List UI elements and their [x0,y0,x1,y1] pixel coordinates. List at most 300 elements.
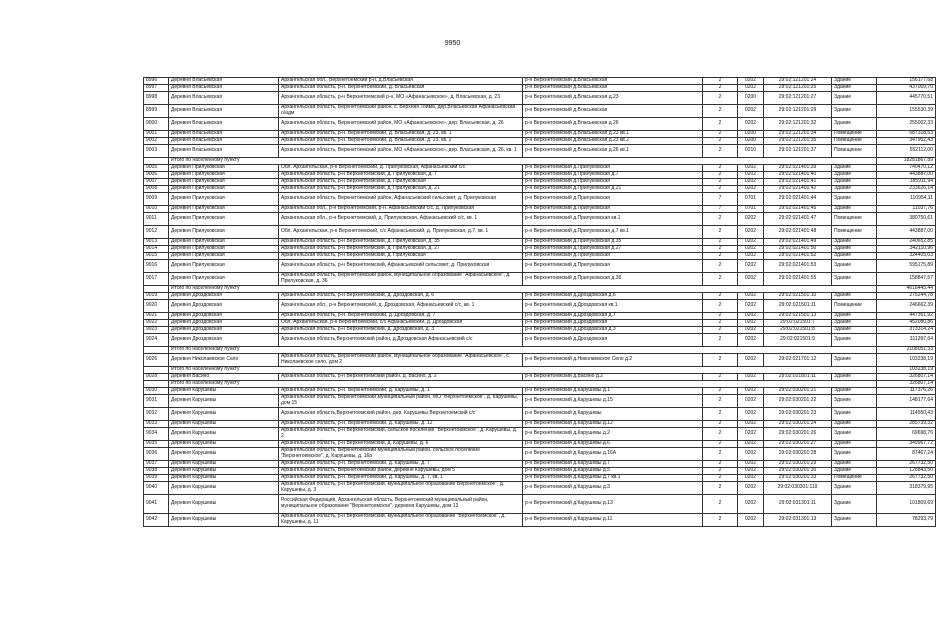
class-cell: 2 [703,320,738,327]
address-cell: Архангельская область, р-н. Верхнетоемский, д. Власьевская, д. 23, кв. 1 [279,131,523,138]
cadastral-number: 29:02:121201:29 [764,105,832,118]
object-type: Здание [832,495,877,514]
cadastral-number: 29:02:021501:9 [764,334,832,347]
value-cell: 87467,24 [877,448,936,461]
class-cell: 2 [703,213,738,226]
table-row [144,193,936,206]
location-cell: р-н Верхнетоемский д.Дроздовская д.3 [523,327,703,334]
settlement-name: Деревня Дроздовская [169,334,279,347]
row-number: 9024 [144,334,169,347]
address-cell: Архангельская область, Верхнетоемский муниципальный район, сельское поселение "Верхнетоемское", д. Карушевы, д. 16а [279,448,523,461]
value-cell: 158847,57 [877,273,936,286]
address-cell: Архангельская область, р-н Верхнетоемский район, д. Васино, д. 2 [279,374,523,381]
row-number: 9006 [144,172,169,179]
address-cell: Архангельская область,Верхнетоемский район, дер. Карушевы Верхнетоемский с/с [279,408,523,421]
code-cell: 0202 [738,300,764,313]
object-type: Здание [832,193,877,206]
address-cell: Архангельская область, Верхнетоемский район, МО «Афанасьевское», дер. Власьевская, д. 26 [279,118,523,131]
class-cell: 2 [703,395,738,408]
value-cell: 233626,14 [877,186,936,193]
row-number [144,347,169,354]
table-row [144,441,936,448]
object-type: Помещение [832,145,877,158]
address-cell: Архангельская область, р-н. Верхнетоемский, д. Карушевы, д. 7, кв. 1 [279,475,523,482]
cadastral-number: 29:02:021401:48 [764,226,832,239]
row-number: 9026 [144,354,169,367]
class-cell: 2 [703,78,738,85]
settlement-name: Деревня Васино [169,374,279,381]
row-number: 9011 [144,213,169,226]
row-number: 9013 [144,239,169,246]
location-cell: р-н Верхнетоемский д.Дроздовская д.7 [523,313,703,320]
settlement-name: Деревня Карушевы [169,482,279,495]
address-cell: Архангельская область, р-н Верхнетоемский, д. Прилуковская, д. 7 [279,172,523,179]
row-number: 9020 [144,300,169,313]
row-number: 8997 [144,85,169,92]
address-cell: Архангельская область, р-н. Верхнетоемский, д. Власьевская [279,85,523,92]
settlement-name: Деревня Прилуковская [169,206,279,213]
row-number: 9001 [144,131,169,138]
class-cell: 2 [703,239,738,246]
object-type: Здание [832,388,877,395]
row-number: 9014 [144,246,169,253]
row-number: 9009 [144,193,169,206]
address-cell: Архангельская обл., р-н Верхнетоемский, д. Прилуковская, Афанасьевский с/с, кв. 1 [279,213,523,226]
settlement-name: Деревня Власьевская [169,92,279,105]
value-cell: 443887,00 [877,172,936,179]
object-type: Здание [832,118,877,131]
location-cell: р-н Верхнетоемский д.Прилуковская д.27 [523,246,703,253]
location-cell: р-н Верхнетоемский д.Карушевы д.11 [523,514,703,527]
row-number: 9035 [144,441,169,448]
class-cell: 2 [703,428,738,441]
object-type: Здание [832,206,877,213]
row-number: 9021 [144,313,169,320]
location-cell: р-н Верхнетоемский д.Прилуковская [523,165,703,172]
cadastral-number: 29:02:021501:8 [764,327,832,334]
subtotal-label: Итого по населенному пункту [169,158,877,165]
cadastral-number: 29:02:030301:119 [764,482,832,495]
value-cell: 148177,64 [877,395,936,408]
class-cell: 2 [703,118,738,131]
settlement-name: Деревня Прилуковская [169,226,279,239]
table-row [144,300,936,313]
address-cell: Обл. Архангельская, р-н Верхнетоемский, с/с Афанасьевский, д. Дроздовская [279,320,523,327]
code-cell: 0202 [738,461,764,468]
location-cell: р-н Верхнетоемский д.Карушевы д.1 [523,388,703,395]
class-cell: 2 [703,448,738,461]
cadastral-number: 29:02:030201:28 [764,448,832,461]
object-type: Здание [832,165,877,172]
class-cell: 2 [703,441,738,448]
value-cell: 373314,24 [877,327,936,334]
subtotal-row [144,347,936,354]
value-cell: 255002,33 [877,118,936,131]
address-cell: Архангельская область, р-н Верхнетоемский, д. Прилуковская [279,179,523,186]
table-row [144,448,936,461]
value-cell: 311397,64 [877,334,936,347]
object-type: Здание [832,395,877,408]
object-type: Помещение [832,226,877,239]
code-cell: 0202 [738,313,764,320]
cadastral-number: 29:02:021501:7 [764,320,832,327]
settlement-name: Деревня Прилуковская [169,273,279,286]
row-number: 9042 [144,514,169,527]
location-cell: р-н Верхнетоемский д.Карушевы д.5 [523,468,703,475]
object-type: Здание [832,273,877,286]
object-type: Здание [832,239,877,246]
address-cell: Архангельская область, р-н Верхнетоемский, сельское поселение "Верхнетоемское", д. Карушевы, д. 2 [279,428,523,441]
value-cell: 324405,03 [877,253,936,260]
address-cell: Архангельская область, р-н. Верхнетоемский, д. Карушевы, д. 12 [279,421,523,428]
class-cell: 2 [703,260,738,273]
class-cell: 2 [703,334,738,347]
cadastral-number: 29:02:030201:29 [764,461,832,468]
location-cell: р-н Верхнетоемский д.Николаевское Село д.2 [523,354,703,367]
settlement-name: Деревня Власьевская [169,118,279,131]
cadastral-number: 29:02:021401:47 [764,213,832,226]
object-type: Здание [832,293,877,300]
subtotal-value: 103238,19 [877,367,936,374]
settlement-name: Деревня Прилуковская [169,193,279,206]
table-row [144,273,936,286]
cadastral-number: 29:02:121201:34 [764,131,832,138]
location-cell: р-н Верхнетоемский д.Прилуковская [523,193,703,206]
value-cell: 342110,96 [877,246,936,253]
class-cell: 2 [703,131,738,138]
settlement-name: Деревня Дроздовская [169,293,279,300]
location-cell: р-н Верхнетоемский д.Карушевы д.7 [523,461,703,468]
address-cell: Архангельская область, р-н Верхнетоемский, д. Прилуковская, д. 35 [279,239,523,246]
object-type: Здание [832,482,877,495]
code-cell: 0202 [738,172,764,179]
settlement-name: Деревня Карушевы [169,475,279,482]
settlement-name: Деревня Дроздовская [169,327,279,334]
cadastral-number: 29:02:031301:13 [764,514,832,527]
value-cell: 687318,53 [877,131,936,138]
class-cell: 2 [703,253,738,260]
location-cell: р-н Верхнетоемский д.Карушевы д.2 [523,428,703,441]
code-cell: 0202 [738,260,764,273]
cadastral-number: 29:02:021501:11 [764,300,832,313]
object-type: Здание [832,327,877,334]
location-cell: р-н Верхнетоемский д.Карушевы д.12 [523,421,703,428]
cadastral-number: 29:02:030201:23 [764,408,832,421]
value-cell: 117376,26 [877,388,936,395]
row-number: 9034 [144,428,169,441]
location-cell: р-н Верхнетоемский д.Карушевы д.3 [523,482,703,495]
property-register-table [143,77,936,527]
code-cell: 0202 [738,514,764,527]
location-cell: р-н Верхнетоемский д.Власьевская [523,85,703,92]
class-cell: 2 [703,165,738,172]
table-row [144,514,936,527]
address-cell: Архангельская область, Верхнетоемский район, деревня Карушевы, дом 5 [279,468,523,475]
cadastral-number: 29:02:021401:41 [764,179,832,186]
table-row [144,186,936,193]
class-cell: 2 [703,92,738,105]
code-cell: 0200 [738,92,764,105]
code-cell: 0202 [738,253,764,260]
row-number: 9012 [144,226,169,239]
location-cell: р-н Верхнетоемский д.Дроздовская [523,334,703,347]
address-cell: Архангельская область, р-н Верхнетоемский, муниципальное образование"Верхнетоемское", д. Карушевы, д. 3 [279,482,523,495]
class-cell: 2 [703,186,738,193]
table-row [144,92,936,105]
cadastral-number: 29:02:121201:35 [764,138,832,145]
row-number: 9032 [144,408,169,421]
cadastral-number: 29:02:021401:55 [764,273,832,286]
settlement-name: Деревня Карушевы [169,421,279,428]
code-cell: 0202 [738,320,764,327]
location-cell: р-н Верхнетоемский д.Власьевская д.23 кв.1 [523,131,703,138]
value-cell: 103238,19 [877,354,936,367]
code-cell: 0202 [738,165,764,172]
subtotal-value: 18281867,89 [877,158,936,165]
page-number: 9950 [444,40,461,47]
location-cell: р-н Верхнетоемский д.Прилуковская д.36 [523,273,703,286]
class-cell: 2 [703,514,738,527]
code-cell: 0202 [738,118,764,131]
code-cell: 0202 [738,293,764,300]
address-cell: Архангельская область, Верхнетоемский район, муниципальное образование "Афанасьевское", д. Прилуковская, д. 36 [279,273,523,286]
object-type: Здание [832,468,877,475]
code-cell: 0202 [738,226,764,239]
table-row [144,105,936,118]
address-cell: Архангельская область, р-н Верхнетоемский, д. Карушевы, д. 6 [279,441,523,448]
object-type: Здание [832,186,877,193]
class-cell: 2 [703,327,738,334]
value-cell: 78293,79 [877,514,936,527]
location-cell: р-н Верхнетоемский д.Карушевы д.13 [523,495,703,514]
row-number: 9008 [144,186,169,193]
object-type: Здание [832,313,877,320]
value-cell: 240652,85 [877,239,936,246]
object-type: Здание [832,320,877,327]
value-cell: 285739,32 [877,421,936,428]
code-cell: 0202 [738,179,764,186]
code-cell: 0202 [738,395,764,408]
object-type: Здание [832,408,877,421]
class-cell: 2 [703,495,738,514]
class-cell: 2 [703,482,738,495]
address-cell: Архангельская область, р-н Верхнетоемский, д. Прилуковская [279,253,523,260]
settlement-name: Деревня Карушевы [169,428,279,441]
code-cell: 0202 [738,428,764,441]
table-row [144,428,936,441]
class-cell: 2 [703,313,738,320]
class-cell: 2 [703,172,738,179]
settlement-name: Деревня Дроздовская [169,300,279,313]
address-cell: Обл. Архангельская, р-н Верхнетоемский, с/с Афанасьевский, д. Прилуковская, д.7, кв. 1 [279,226,523,239]
address-cell: Архангельская область, р-н Верхнетоемский, д. Дроздовская, д. 3 [279,327,523,334]
object-type: Здание [832,421,877,428]
code-cell: 0202 [738,354,764,367]
value-cell: 267732,50 [877,475,936,482]
object-type: Здание [832,461,877,468]
value-cell: 155530,39 [877,105,936,118]
cadastral-number: 29:02:030201:24 [764,421,832,428]
settlement-name: Деревня Карушевы [169,495,279,514]
table-row [144,354,936,367]
cadastral-number: 29:02:031301:11 [764,495,832,514]
value-cell: 101809,69 [877,495,936,514]
class-cell: 2 [703,388,738,395]
value-cell: 11037,76 [877,206,936,213]
table-row [144,206,936,213]
table-row [144,213,936,226]
value-cell: 185911,94 [877,179,936,186]
value-cell: 447351,92 [877,313,936,320]
row-number: 9005 [144,165,169,172]
class-cell: 2 [703,179,738,186]
location-cell: р-н Верхнетоемский д.Дроздовская кв.1 [523,300,703,313]
class-cell: 2 [703,85,738,92]
subtotal-label: Итого по населенному пункту [169,286,877,293]
class-cell: 2 [703,145,738,158]
code-cell: 0202 [738,334,764,347]
address-cell: Обл. Архангельская, р-н Верхнетоемский, д. Прилуковская, Афанасьевский с/с [279,165,523,172]
object-type: Здание [832,246,877,253]
settlement-name: Деревня Власьевская [169,138,279,145]
value-cell: 156177,68 [877,78,936,85]
row-number: 9028 [144,374,169,381]
cadastral-number: 29:02:030201:22 [764,395,832,408]
address-cell: Архангельская обл., Верхнетоемский р-н, д.Власьевская [279,78,523,85]
cadastral-number: 29:02:021701:12 [764,354,832,367]
row-number: 9037 [144,461,169,468]
subtotal-label: Итого по населенному пункту [169,347,877,354]
code-cell: 0202 [738,475,764,482]
settlement-name: Деревня Прилуковская [169,213,279,226]
object-type: Здание [832,428,877,441]
table-row [144,421,936,428]
settlement-name: Деревня Прилуковская [169,246,279,253]
settlement-name: Деревня Карушевы [169,395,279,408]
code-cell: 0200 [738,131,764,138]
row-number: 9019 [144,293,169,300]
address-cell: Архангельская область, Верхнетоемский муниципальный район, МО "Верхнетоемское", д. Карушевы, дом 15 [279,395,523,408]
row-number: 8998 [144,92,169,105]
row-number: 8999 [144,105,169,118]
object-type: Здание [832,448,877,461]
cadastral-number: 29:02:021401:40 [764,172,832,179]
address-cell: Архангельская область, р-н Верхнетоемский, Афанасьевский сельсовет, д. Прилуковская [279,260,523,273]
class-cell: 2 [703,374,738,381]
cadastral-number: 29:02:030201:33 [764,475,832,482]
location-cell: р-н Верхнетоемский д.Карушевы д.15 [523,395,703,408]
settlement-name: Деревня Николаевское Село [169,354,279,367]
settlement-name: Деревня Карушевы [169,388,279,395]
object-type: Здание [832,172,877,179]
cadastral-number: 29:02:121201:24 [764,78,832,85]
location-cell: р-н Верхнетоемский д.Прилуковская д.21 [523,186,703,193]
value-cell: 595175,89 [877,260,936,273]
cadastral-number: 29:02:021401:45 [764,206,832,213]
code-cell: 0202 [738,273,764,286]
settlement-name: Деревня Прилуковская [169,186,279,193]
location-cell: р-н Верхнетоемский д.Власьевская д.26 кв.1 [523,145,703,158]
class-cell: 2 [703,293,738,300]
code-cell: 0202 [738,239,764,246]
row-number: 9030 [144,388,169,395]
table-row [144,118,936,131]
row-number: 9003 [144,145,169,158]
settlement-name: Деревня Прилуковская [169,239,279,246]
location-cell: р-н Верхнетоемский д.Прилуковская д.7 [523,172,703,179]
value-cell: 452080,86 [877,320,936,327]
table-row [144,475,936,482]
settlement-name: Деревня Карушевы [169,448,279,461]
class-cell: 2 [703,354,738,367]
value-cell: 347902,43 [877,138,936,145]
settlement-name: Деревня Прилуковская [169,253,279,260]
value-cell: 552112,00 [877,145,936,158]
class-cell: 2 [703,138,738,145]
address-cell: Архангельская область, Верхнетоемский район, с. Верхняя Тойма, дер.Власьевская Афанасьевская о/адм [279,105,523,118]
row-number: 9015 [144,253,169,260]
location-cell: р-н Верхнетоемский д.Дроздовская [523,320,703,327]
class-cell: 7 [703,206,738,213]
code-cell: 0202 [738,213,764,226]
class-cell: 2 [703,421,738,428]
table-body [144,78,936,527]
cadastral-number: 29:02:021401:42 [764,186,832,193]
cadastral-number: 29:02:030201:30 [764,468,832,475]
object-type: Здание [832,514,877,527]
location-cell: р-н Верхнетоемский д.Прилуковская [523,253,703,260]
object-type: Здание [832,78,877,85]
code-cell: 0202 [738,441,764,448]
object-type: Помещение [832,138,877,145]
code-cell: 0202 [738,495,764,514]
location-cell: р-н Верхнетоемский д.Прилуковская д.7 кв.1 [523,226,703,239]
settlement-name: Деревня Карушевы [169,514,279,527]
object-type: Здание [832,85,877,92]
settlement-name: Деревня Дроздовская [169,320,279,327]
settlement-name: Деревня Карушевы [169,461,279,468]
value-cell: 326807,14 [877,374,936,381]
table-row [144,293,936,300]
cadastral-number: 29:02:030201:21 [764,388,832,395]
object-type: Здание [832,179,877,186]
object-type: Здание [832,260,877,273]
class-cell: 2 [703,226,738,239]
table-row [144,226,936,239]
object-type: Здание [832,92,877,105]
code-cell: 0202 [738,78,764,85]
code-cell: 0202 [738,246,764,253]
value-cell: 246662,39 [877,300,936,313]
object-type: Помещение [832,475,877,482]
cadastral-number: 29:02:021401:52 [764,253,832,260]
address-cell: Архангельская область, р-н. Верхнетоемский, д. Дроздовская, д. 7 [279,313,523,320]
class-cell: 2 [703,408,738,421]
settlement-name: Деревня Власьевская [169,131,279,138]
code-cell: 0210 [738,145,764,158]
row-number: 9036 [144,448,169,461]
code-cell: 0202 [738,448,764,461]
location-cell: р-н Верхнетоемский д.Васино д.2 [523,374,703,381]
location-cell: р-н Верхнетоемский д.Прилуковская [523,260,703,273]
location-cell: р-н Верхнетоемский д.Прилуковская [523,179,703,186]
address-cell: Архангельская область, р-н Верхнетоемский, муниципальное образование "Верхнетоемское", д. Карушевы, д. 11 [279,514,523,527]
value-cell: 437009,70 [877,85,936,92]
location-cell: р-н Верхнетоемский д.Прилуковская д.35 [523,239,703,246]
code-cell: 0202 [738,327,764,334]
location-cell: р-н Верхнетоемский д.Власьевская [523,105,703,118]
settlement-name: Деревня Карушевы [169,441,279,448]
